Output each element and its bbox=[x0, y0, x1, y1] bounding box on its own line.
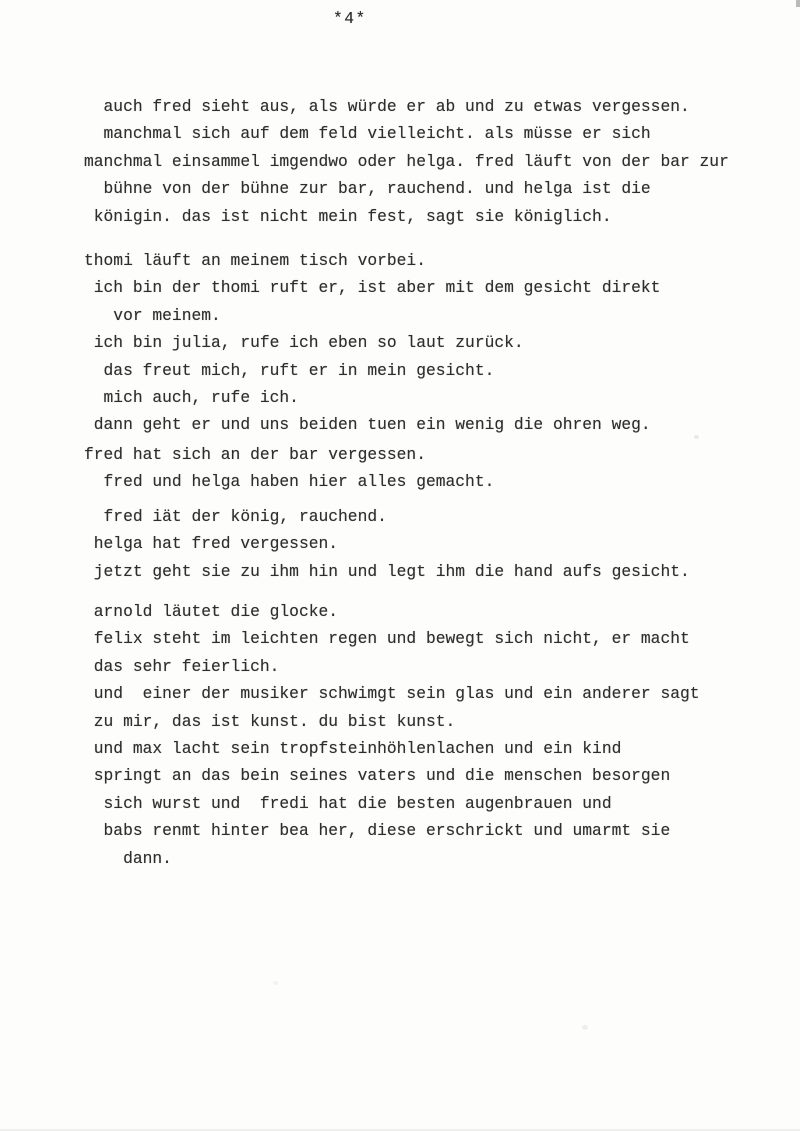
text-line: babs renmt hinter bea her, diese erschrickt und umarmt sie bbox=[84, 821, 671, 841]
text-line: zu mir, das ist kunst. du bist kunst. bbox=[84, 711, 456, 731]
text-line: manchmal sich auf dem feld vielleicht. als müsse er sich bbox=[84, 124, 651, 144]
text-line: dann. bbox=[84, 848, 172, 868]
text-line: sich wurst und fredi hat die besten augenbrauen und bbox=[84, 793, 612, 813]
paragraph bbox=[84, 503, 784, 585]
text-line: felix steht im leichten regen und bewegt sich nicht, er macht bbox=[84, 629, 690, 649]
text-line: helga hat fred vergessen. bbox=[84, 534, 339, 554]
scan-speckle bbox=[582, 1025, 588, 1030]
text-line: fred und helga haben hier alles gemacht. bbox=[84, 472, 495, 492]
scan-edge-artifact bbox=[796, 0, 800, 7]
text-line: und einer der musiker schwimgt sein glas und ein anderer sagt bbox=[84, 684, 700, 704]
scan-speckle bbox=[694, 435, 699, 439]
text-line: ich bin julia, rufe ich eben so laut zurück. bbox=[84, 333, 524, 353]
page-number: *4* bbox=[333, 9, 367, 28]
text-line: arnold läutet die glocke. bbox=[84, 601, 339, 621]
text-line: thomi läuft an meinem tisch vorbei. bbox=[84, 251, 426, 271]
text-line: bühne von der bühne zur bar, rauchend. und helga ist die bbox=[84, 179, 651, 199]
text-line: manchmal einsammel imgendwo oder helga. fred läuft von der bar zur bbox=[84, 151, 729, 171]
paragraph bbox=[84, 441, 784, 496]
text-line: fred iät der könig, rauchend. bbox=[84, 506, 387, 526]
typewritten-text-block bbox=[84, 93, 784, 872]
text-line: königin. das ist nicht mein fest, sagt sie königlich. bbox=[84, 206, 612, 226]
text-line: auch fred sieht aus, als würde er ab und zu etwas vergessen. bbox=[84, 97, 690, 116]
text-line: jetzt geht sie zu ihm hin und legt ihm die hand aufs gesicht. bbox=[84, 561, 690, 581]
text-line: vor meinem. bbox=[84, 305, 221, 325]
text-line: ich bin der thomi ruft er, ist aber mit dem gesicht direkt bbox=[84, 278, 661, 298]
scan-speckle bbox=[273, 981, 278, 985]
text-line: das sehr feierlich. bbox=[84, 656, 280, 676]
paragraph bbox=[84, 247, 784, 439]
text-line: das freut mich, ruft er in mein gesicht. bbox=[84, 360, 495, 380]
text-line: dann geht er und uns beiden tuen ein wenig die ohren weg. bbox=[84, 415, 651, 435]
text-line: springt an das bein seines vaters und die menschen besorgen bbox=[84, 766, 671, 786]
text-line: und max lacht sein tropfsteinhöhlenlachen und ein kind bbox=[84, 738, 622, 758]
text-line: mich auch, rufe ich. bbox=[84, 388, 299, 408]
paragraph bbox=[84, 598, 784, 872]
paragraph bbox=[84, 93, 784, 230]
text-line: fred hat sich an der bar vergessen. bbox=[84, 444, 426, 464]
